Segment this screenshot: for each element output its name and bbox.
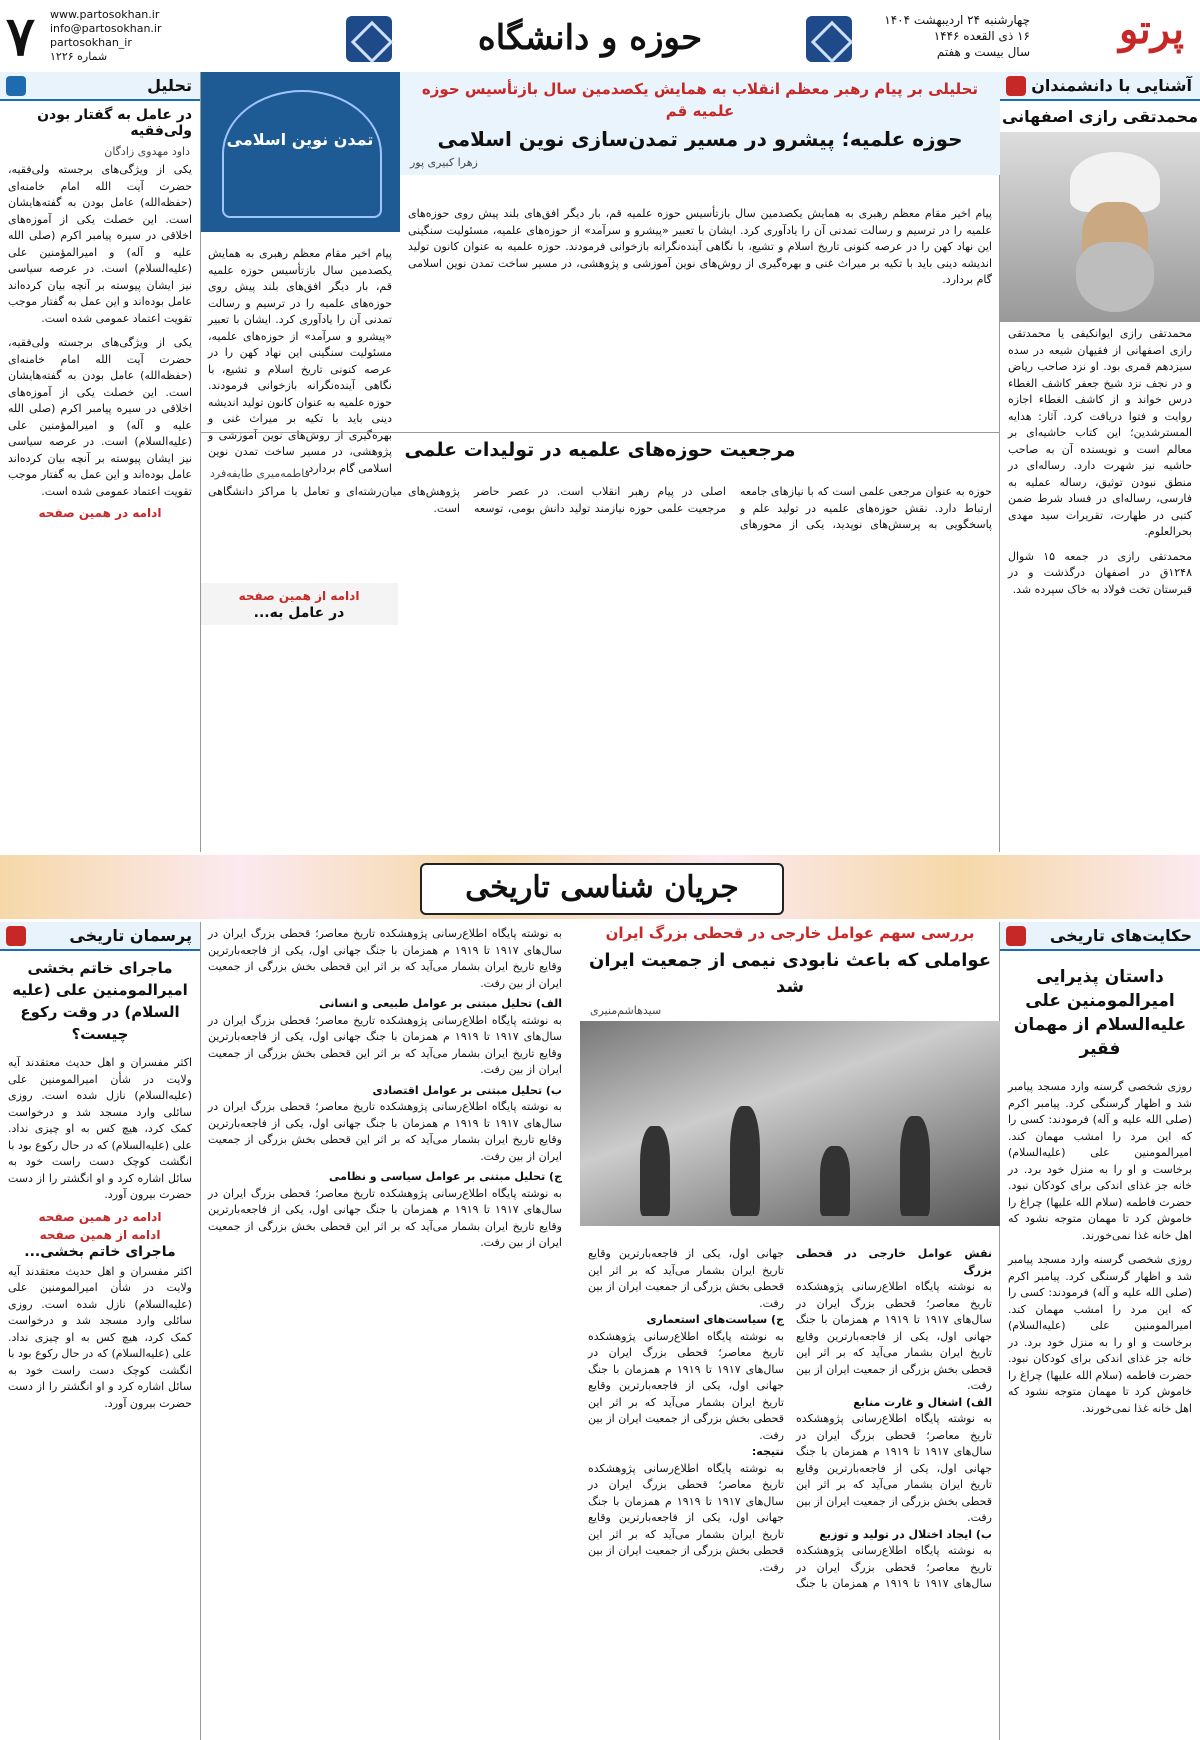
ornament-tile-icon (806, 16, 852, 62)
contact-block (50, 8, 162, 64)
page-number: ۷ (6, 4, 36, 68)
history-story-body: روزی شخصی گرسنه وارد مسجد پیامبر شد و اظهار گرسنگی کرد. پیامبر اکرم (صلی الله علیه و آله) فرمودند: کسی را که این مرد را امشب مهمان کند. امیرالمومنین علی (علیه‌السلام) برخاست و او را به منزل خود برد. در خانه جز غذای اندکی برای کودکان نبود. حضرت فاطمه (سلام الله علیها) چراغ را خاموش کرد تا مهمان متوجه نشود که اهل خانه غذا نمی‌خورند. (1008, 1080, 1192, 1242)
famine-photo (580, 1021, 1000, 1226)
social-handle[interactable]: partosokhan_ir (50, 36, 132, 49)
scientist-portrait (1000, 132, 1200, 322)
date-hijri: ۱۶ ذی القعده ۱۴۴۶ (933, 29, 1030, 43)
famine-kicker: بررسی سهم عوامل خارجی در قحطی بزرگ ایران (605, 924, 975, 942)
history-qa-header-label: پرسمان تاریخی (69, 926, 192, 945)
scientist-column (1000, 72, 1200, 852)
famine-author: سیدهاشم‌منیری (590, 1004, 662, 1017)
history-story-title: داستان پذیرایی امیرالمومنین علی علیه‌السلام از مهمان فقیر (1013, 967, 1187, 1059)
calligraphy-image (200, 72, 400, 232)
second-article-author: فاطمه‌میری طایفه‌فرد (210, 467, 310, 480)
analysis-body-cont: یکی از ویژگی‌های برجسته ولی‌فقیه، حضرت آیت الله امام خامنه‌ای (حفظه‌الله) عامل بودن به گفته‌هایشان است. این خصلت یکی از آموزه‌های اخلاقی در سیره پیامبر اکرم (صلی الله علیه و آله) و امیرالمؤمنین علی (علیه‌السلام) است. در عرصه سیاسی نیز ایشان پیوسته بر آنچه بیان کرده‌اند عامل بوده‌اند و این عمل به گفتار موجب تقویت اعتماد عمومی شده است. (8, 336, 192, 498)
analysis-icon (6, 76, 26, 96)
history-qa-header (0, 922, 200, 951)
continued-from-note: ادامه از همین صفحه (238, 589, 360, 603)
main-article-body-cont: پیام اخیر مقام معظم رهبری به همایش یکصدمین سال بازتأسیس حوزه علمیه قم، بار دیگر افق‌های بلند پیش روی حوزه‌های علمیه را در ترسیم و رسالت تمدنی آن را یادآوری کرد. ایشان با تعبیر «پیشرو و سرآمد» از حوزه‌های علمیه، مسئولیت سنگینی این نهاد کهن را در عرصه کنونی تاریخ اسلام و تشیع، با نگاهی آینده‌نگرانه بازخوانی فرمودند. حوزه علمیه به عنوان کانون تولید اندیشه دینی باید با تکیه بر میراث غنی و بهره‌گیری از روش‌های نوین آموزشی و پژوهشی، در مسیر ساخت تمدن نوین اسلامی گام بردارد. (208, 247, 392, 475)
lamp-icon (1006, 926, 1026, 946)
famine-sub-disruption: ب) ایجاد اختلال در تولید و توزیع (819, 1527, 992, 1541)
famine-sub-conclusion: نتیجه: (751, 1445, 784, 1458)
continued-title: در عامل به... (253, 605, 345, 621)
history-banner-title: جریان شناسی تاریخی (420, 863, 784, 915)
analysis-header-label: تحلیل (147, 76, 192, 95)
ornament-tile-icon (346, 16, 392, 62)
history-banner (0, 855, 1200, 919)
famine-body-lower: نقش عوامل خارجی در قحطی بزرگ به نوشته پایگاه اطلاع‌رسانی پژوهشکده تاریخ معاصر؛ قحطی بزرگ ایران در سال‌های ۱۹۱۷ تا ۱۹۱۹ م همزمان با جنگ جهانی اول، یکی از فاجعه‌بارترین وقایع تاریخ ایران بشمار می‌آید که بر اثر این قحطی بخش بزرگی از جمعیت ایران از بین رفت. الف) اشغال و غارت منابع به نوشته پایگاه اطلاع‌رسانی پژوهشکده تاریخ معاصر؛ قحطی بزرگ ایران در سال‌های ۱۹۱۷ تا ۱۹۱۹ م همزمان با جنگ جهانی اول، یکی از فاجعه‌بارترین وقایع تاریخ ایران بشمار می‌آید که بر اثر این قحطی بخش بزرگی از جمعیت ایران از بین رفت. ب) ایجاد اختلال در تولید و توزیع به نوشته پایگاه اطلاع‌رسانی پژوهشکده تاریخ معاصر؛ قحطی بزرگ ایران در سال‌های ۱۹۱۷ تا ۱۹۱۹ م همزمان با جنگ جهانی اول، یکی از فاجعه‌بارترین وقایع تاریخ ایران بشمار می‌آید که بر اثر این قحطی بخش بزرگی از جمعیت ایران از بین رفت. ج) سیاست‌های استعماری به نوشته پایگاه اطلاع‌رسانی پژوهشکده تاریخ معاصر؛ قحطی بزرگ ایران در سال‌های ۱۹۱۷ تا ۱۹۱۹ م همزمان با جنگ جهانی اول، یکی از فاجعه‌بارترین وقایع تاریخ ایران بشمار می‌آید که بر اثر این قحطی بخش بزرگی از جمعیت ایران از بین رفت. نتیجه: به نوشته پایگاه اطلاع‌رسانی پژوهشکده تاریخ معاصر؛ قحطی بزرگ ایران در سال‌های ۱۹۱۷ تا ۱۹۱۹ م همزمان با جنگ جهانی اول، یکی از فاجعه‌بارترین وقایع تاریخ ایران بشمار می‌آید که بر اثر این قحطی بخش بزرگی از جمعیت ایران از بین رفت. (588, 1247, 992, 1590)
analysis-body: یکی از ویژگی‌های برجسته ولی‌فقیه، حضرت آیت الله امام خامنه‌ای (حفظه‌الله) عامل بودن به گفته‌هایشان است. این خصلت یکی از آموزه‌های اخلاقی در سیره پیامبر اکرم (صلی الله علیه و آله) و امیرالمؤمنین علی (علیه‌السلام) است. در عرصه سیاسی نیز ایشان پیوسته بر آنچه بیان کرده‌اند عامل بوده‌اند و این عمل به گفتار موجب تقویت اعتماد عمومی شده است. (8, 163, 192, 325)
history-qa-column (0, 922, 200, 1740)
famine-headline: عواملی که باعث نابودی نیمی از جمعیت ایران شد (588, 950, 992, 997)
history-story-header (1000, 922, 1200, 951)
scientist-bio: محمدتقی رازی ایوانکیفی یا محمدتقی رازی اصفهانی از فقیهان شیعه در سده سیزدهم قمری بود. او نزد صاحب ریاض و در نجف نزد شیخ جعفر کاشف الغطاء درس خواند و از کاشف الغطاء اجازه روایت و فتوا دریافت کرد. آثار: هدایه المسترشدین؛ این کتاب حاشیه‌ای بر معالم است و نویسنده آن به صاحب حاشیه نیز شهرت دارد. رساله‌ای در منطق نبودن توثیق، رساله عملیه به فارسی، رساله‌ای در فساد شرط ضمن کتبی در طهارت، تقریرات سید مهدی بحرالعلوم. (1008, 327, 1192, 538)
main-article-author: زهرا کبیری پور (410, 156, 478, 169)
analysis-continued: ادامه در همین صفحه (38, 506, 162, 520)
analysis-title: در عامل به گفتار بودن ولی‌فقیه (37, 107, 192, 139)
main-article-kicker: تحلیلی بر پیام رهبر معظم انقلاب به همایش یکصدمین سال بازتأسیس حوزه علمیه قم (421, 80, 979, 120)
history-story-column (1000, 922, 1200, 1740)
main-article-headline: حوزه علمیه؛ پیشرو در مسیر تمدن‌سازی نوین اسلامی (437, 127, 963, 151)
history-qa-continued-title: ماجرای خاتم بخشی... (24, 1243, 176, 1260)
book-icon (1006, 76, 1026, 96)
calendar-icon (6, 926, 26, 946)
history-qa-body: اکثر مفسران و اهل حدیث معتقدند آیه ولایت در شأن امیرالمومنین علی (علیه‌السلام) نازل شده است. روزی سائلی وارد مسجد شد و درخواست کمک کرد، هیچ کس به او چیزی نداد. علی (علیه‌السلام) که در حال رکوع بود با انگشت کوچک دست راست خود به سائل اشاره کرد و او انگشتر را از دست حضرت بیرون آورد. (8, 1056, 192, 1201)
scientist-name: محمدتقی رازی اصفهانی (1001, 107, 1199, 126)
famine-sub-political: ج) تحلیل مبتنی بر عوامل سیاسی و نظامی (329, 1170, 562, 1183)
scientist-header-label: آشنایی با دانشمندان (1031, 76, 1192, 95)
famine-sub-occupation: الف) اشغال و غارت منابع (853, 1395, 992, 1409)
famine-sub-foreign: نقش عوامل خارجی در قحطی بزرگ (796, 1247, 992, 1277)
second-article-headline: مرجعیت حوزه‌های علمیه در تولیدات علمی (404, 439, 796, 461)
main-article-body: پیام اخیر مقام معظم رهبری به همایش یکصدمین سال بازتأسیس حوزه علمیه قم، بار دیگر افق‌های بلند پیش روی حوزه‌های علمیه را در ترسیم و رسالت تمدنی آن را یادآوری کرد. ایشان با تعبیر «پیشرو و سرآمد» از حوزه‌های علمیه، مسئولیت سنگینی این نهاد کهن را در عرصه کنونی تاریخ اسلام و تشیع، با نگاهی آینده‌نگرانه بازخوانی فرمودند. حوزه علمیه به عنوان کانون تولید اندیشه دینی باید با تکیه بر میراث غنی و بهره‌گیری از روش‌های نوین آموزشی و پژوهشی، در مسیر ساخت تمدن نوین اسلامی گام بردارد. (408, 207, 992, 286)
newspaper-logo: پرتو (1119, 6, 1184, 53)
issue-number: شماره ۱۲۲۶ (50, 50, 108, 63)
calligraphy-text: تمدن نوین اسلامی (226, 130, 374, 149)
famine-sub-economic: ب) تحلیل مبتنی بر عوامل اقتصادی (372, 1083, 562, 1097)
website-link[interactable]: www.partosokhan.ir (50, 8, 160, 21)
famine-body: به نوشته پایگاه اطلاع‌رسانی پژوهشکده تاریخ معاصر؛ قحطی بزرگ ایران در سال‌های ۱۹۱۷ تا ۱۹۱۹ م همزمان با جنگ جهانی اول، یکی از فاجعه‌بارترین وقایع تاریخ ایران بشمار می‌آید که بر اثر این قحطی بخش بزرگی از جمعیت ایران از بین رفت. الف) تحلیل مبتنی بر عوامل طبیعی و انسانی به نوشته پایگاه اطلاع‌رسانی پژوهشکده تاریخ معاصر؛ قحطی بزرگ ایران در سال‌های ۱۹۱۷ تا ۱۹۱۹ م همزمان با جنگ جهانی اول، یکی از فاجعه‌بارترین وقایع تاریخ ایران بشمار می‌آید که بر اثر این قحطی بخش بزرگی از جمعیت ایران از بین رفت. ب) تحلیل مبتنی بر عوامل اقتصادی به نوشته پایگاه اطلاع‌رسانی پژوهشکده تاریخ معاصر؛ قحطی بزرگ ایران در سال‌های ۱۹۱۷ تا ۱۹۱۹ م همزمان با جنگ جهانی اول، یکی از فاجعه‌بارترین وقایع تاریخ ایران بشمار می‌آید که بر اثر این قحطی بخش بزرگی از جمعیت ایران از بین رفت. ج) تحلیل مبتنی بر عوامل سیاسی و نظامی به نوشته پایگاه اطلاع‌رسانی پژوهشکده تاریخ معاصر؛ قحطی بزرگ ایران در سال‌های ۱۹۱۷ تا ۱۹۱۹ م همزمان با جنگ جهانی اول، یکی از فاجعه‌بارترین وقایع تاریخ ایران بشمار می‌آید که بر اثر این قحطی بخش بزرگی از جمعیت ایران از بین رفت. (208, 927, 563, 1249)
second-article (200, 432, 1000, 852)
date-persian: چهارشنبه ۲۴ اردیبهشت ۱۴۰۴ (884, 13, 1030, 27)
history-story-body-cont: روزی شخصی گرسنه وارد مسجد پیامبر شد و اظهار گرسنگی کرد. پیامبر اکرم (صلی الله علیه و آله) فرمودند: کسی را که این مرد را امشب مهمان کند. امیرالمومنین علی (علیه‌السلام) برخاست و او را به منزل خود برد. در خانه جز غذای اندکی برای کودکان نبود. حضرت فاطمه (سلام الله علیها) چراغ را خاموش کرد تا مهمان متوجه نشود که اهل خانه غذا نمی‌خورند. (1008, 1253, 1192, 1415)
famine-sub-colonial: ج) سیاست‌های استعماری (646, 1313, 784, 1326)
section-title: حوزه و دانشگاه (477, 18, 703, 58)
analysis-column (0, 72, 200, 852)
scientist-bio-more: محمدتقی رازی در جمعه ۱۵ شوال ۱۲۴۸ق در اصفهان درگذشت و در قبرستان تخت فولاد به خاک سپرده شد. (1008, 549, 1192, 596)
famine-sub-natural: الف) تحلیل مبتنی بر عوامل طبیعی و انسانی (319, 997, 562, 1010)
analysis-author: داود مهدوی زادگان (104, 145, 190, 158)
history-qa-body-cont: اکثر مفسران و اهل حدیث معتقدند آیه ولایت در شأن امیرالمومنین علی (علیه‌السلام) نازل شده است. روزی سائلی وارد مسجد شد و درخواست کمک کرد، هیچ کس به او چیزی نداد. علی (علیه‌السلام) که در حال رکوع بود با انگشت کوچک دست راست خود به سائل اشاره کرد و او انگشتر را از دست حضرت بیرون آورد. (8, 1264, 192, 1410)
volume-label: سال بیست و هفتم (936, 45, 1030, 59)
scientist-column-header (1000, 72, 1200, 101)
history-qa-continued: ادامه در همین صفحه (38, 1209, 162, 1224)
second-article-body: حوزه به عنوان مرجعی علمی است که با نیازهای جامعه ارتباط دارد. نقش حوزه‌های علمیه در تولید علم و پاسخگویی به پرسش‌های نوپدید، یکی از محورهای اصلی در پیام رهبر انقلاب است. در عصر حاضر مرجعیت علمی حوزه نیازمند تولید دانش بومی، توسعه پژوهش‌های میان‌رشته‌ای و تعامل با مراکز دانشگاهی است. (208, 485, 992, 531)
history-qa-continued-from: ادامه از همین صفحه (39, 1227, 161, 1242)
history-story-header-label: حکایت‌های تاریخی (1049, 926, 1192, 945)
analysis-column-header (0, 72, 200, 101)
email-link[interactable]: info@partosokhan.ir (50, 22, 162, 35)
history-qa-title: ماجرای خاتم بخشی امیرالمومنین علی (علیه السلام) در وقت رکوع چیست؟ (12, 959, 188, 1043)
famine-article (200, 922, 1000, 1740)
date-block (884, 12, 1030, 60)
